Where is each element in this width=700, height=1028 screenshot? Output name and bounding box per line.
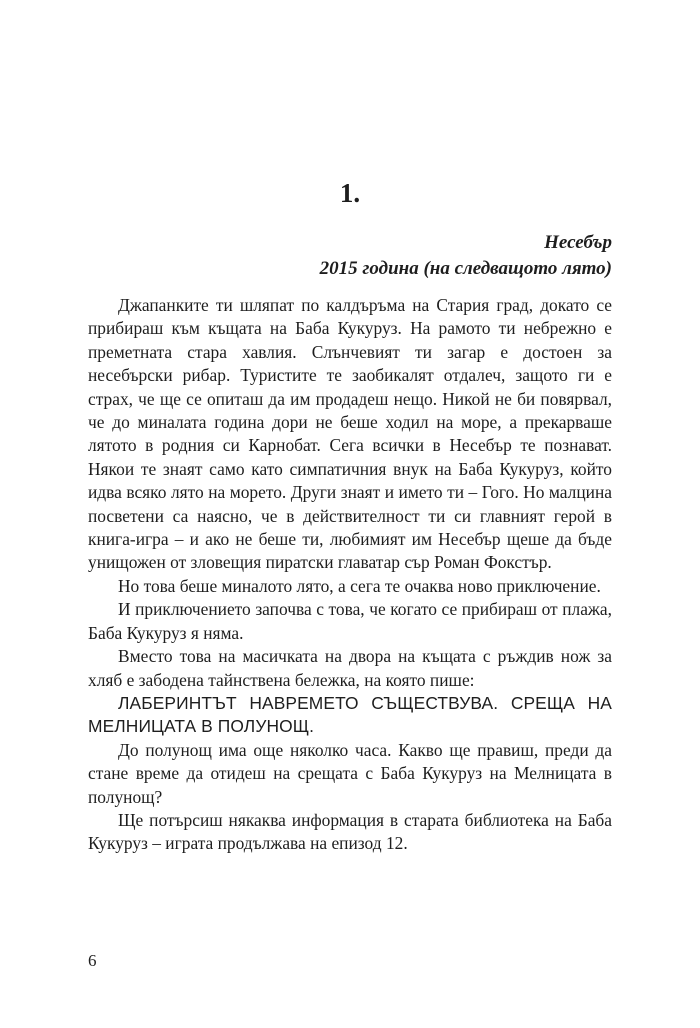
paragraph-note-text: ЛАБЕРИНТЪТ НАВРЕМЕТО СЪЩЕСТВУВА. СРЕЩА НА МЕЛНИЦАТА В ПОЛУНОЩ. [88, 692, 612, 737]
paragraph-adventure-start: И приключението започва с това, че когато се прибираш от плажа, Баба Кукуруз я няма. [88, 599, 612, 643]
paragraph-choice: Ще потърсиш някаква информация в старата библиотека на Баба Кукуруз – играта продължава на епизод 12. [88, 809, 612, 854]
chapter-location: Несебър [544, 232, 612, 253]
chapter-number: 1. [339, 178, 361, 208]
chapter-date: 2015 година (на следващото лято) [319, 258, 612, 279]
paragraph-intro: Джапанките ти шляпат по калдъръма на Стария град, докато се прибираш към къщата на Баба Кукуруз. На рамото ти небрежно е преметната стара хавлия. Слънчевият ти загар е достоен за несебърски рибар. Туристите те заобикалят отдалеч, защото ги е страх, че ще се опиташ да им продадеш нещо. Никой не би повярвал, че до миналата година дори не беше ходил на море, а прекарваше лятото в родния си Карнобат. Сега всички в Несебър те познават. Някои те знаят само като симпатичния внук на Баба Кукуруз, който идва всяко лято на морето. Други знаят и името ти – Гого. Но малцина посветени са наясно, че в действителност ти си главният герой в книга-игра – и ако не беше ти, любимият им Несебър щеше да бъде унищожен от зловещия пиратски главатар сър Роман Фокстър. [88, 295, 612, 573]
paragraph-question: До полунощ има още няколко часа. Какво ще правиш, преди да стане време да отидеш на срещата с Баба Кукуруз на Мелницата в полунощ? [88, 739, 612, 807]
body-text [88, 294, 612, 856]
paragraph-last-summer: Но това беше миналото лято, а сега те очаква ново приключение. [118, 575, 601, 596]
paragraph-note-found: Вместо това на масичката на двора на къщата с ръждив нож за хляб е забодена тайнствена бележка, на която пише: [88, 646, 612, 690]
page-number: 6 [88, 951, 97, 970]
